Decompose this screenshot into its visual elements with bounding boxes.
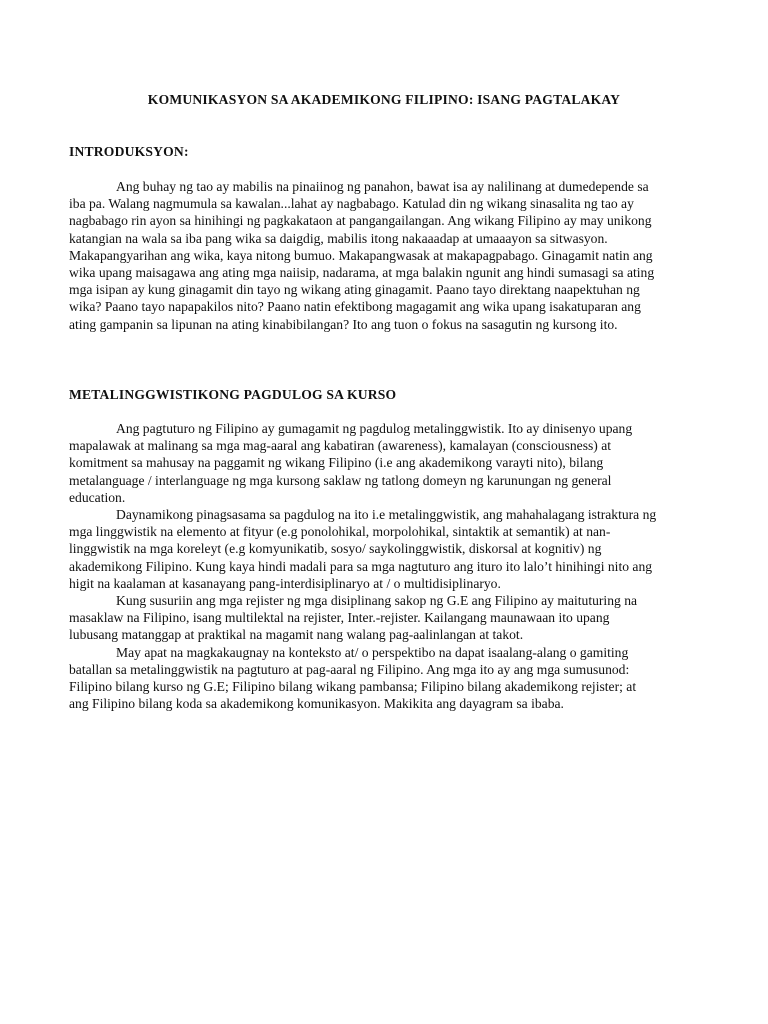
- section-heading-introduksyon: INTRODUKSYON:: [69, 144, 189, 159]
- document-title: KOMUNIKASYON SA AKADEMIKONG FILIPINO: ISANG PAGTALAKAY: [147, 92, 621, 107]
- section-body-introduksyon: [69, 178, 657, 333]
- paragraph: Ang buhay ng tao ay mabilis na pinaiinog ng panahon, bawat isa ay nalilinang at dumedepende sa iba pa. Walang nagmumula sa kawalan...lahat ay nagbabago. Katulad din ng wikang sinasalita ng tao ay nagbabago rin ayon sa hinihingi ng pagkakataon at pangangailangan. Ang wikang Filipino ay may unikong katangian na wala sa iba pang wika sa daigdig, mabilis itong nakaaadap at umaaayon sa sitwasyon. Makapangyarihan ang wika, kaya nitong bumuo. Makapangwasak at makapagpabago. Ginagamit natin ang wika upang maisagawa ang ating mga naiisip, nadarama, at mga balakin ngunit ang hindi sumasagi sa ating mga isipan ay kung ginagamit din tayo ng wikang ating ginagamit. Paano tayo direktang naapektuhan ng wika? Paano tayo napapakilos nito? Paano natin efektibong magagamit ang wika upang isakatuparan ang ating gampanin sa lipunan na ating kinabibilangan? Ito ang tuon o fokus na sasagutin ng kursong ito.: [69, 179, 655, 332]
- section-heading-metalinggwistiko: METALINGGWISTIKONG PAGDULOG SA KURSO: [69, 387, 397, 402]
- paragraph: May apat na magkakaugnay na konteksto at/ o perspektibo na dapat isaalang-alang o gamiting batallan sa metalinggwistik na pagtuturo at pag-aaral ng Filipino. Ang mga ito ay ang mga sumusunod: Filipino bilang kurso ng G.E; Filipino bilang wikang pambansa; Filipino bilang akademikong rejister; at ang Filipino bilang koda sa akademikong komunikasyon. Makikita ang dayagram sa ibaba.: [69, 644, 637, 712]
- paragraph: Ang pagtuturo ng Filipino ay gumagamit ng pagdulog metalinggwistik. Ito ay dinisenyo upang mapalawak at malinang sa mga mag-aaral ang kabatiran (awareness), kamalayan (consciousness) at komitment sa mahusay na paggamit ng wikang Filipino (i.e ang akademikong varayti nito), bilang metalanguage / interlanguage ng mga kursong saklaw ng tatlong domeyn ng karunungan ng general education.: [69, 421, 633, 505]
- paragraph: Daynamikong pinagsasama sa pagdulog na ito i.e metalinggwistik, ang mahahalagang istraktura ng mga linggwistik na elemento at fityur (e.g ponolohikal, morpolohikal, sintaktik at semantik) at nan-linggwistik na mga koreleyt (e.g komyunikatib, sosyo/ saykolinggwistik, diskorsal at kognitiv) ng akademikong Filipino. Kung kaya hindi madali para sa mga nagtuturo ang ituro ito lalo’t hinihingi nito ang higit na kaalaman at kasanayang pang-interdisiplinaryo at / o multidisiplinaryo.: [69, 507, 657, 591]
- paragraph: Kung susuriin ang mga rejister ng mga disiplinang sakop ng G.E ang Filipino ay maituturing na masaklaw na Filipino, isang multilektal na rejister, Inter.-rejister. Kailangang maunawaan ito upang lubusang matanggap at praktikal na magamit nang walang pag-aalinlangan at takot.: [69, 593, 638, 643]
- section-body-metalinggwistiko: [69, 420, 657, 712]
